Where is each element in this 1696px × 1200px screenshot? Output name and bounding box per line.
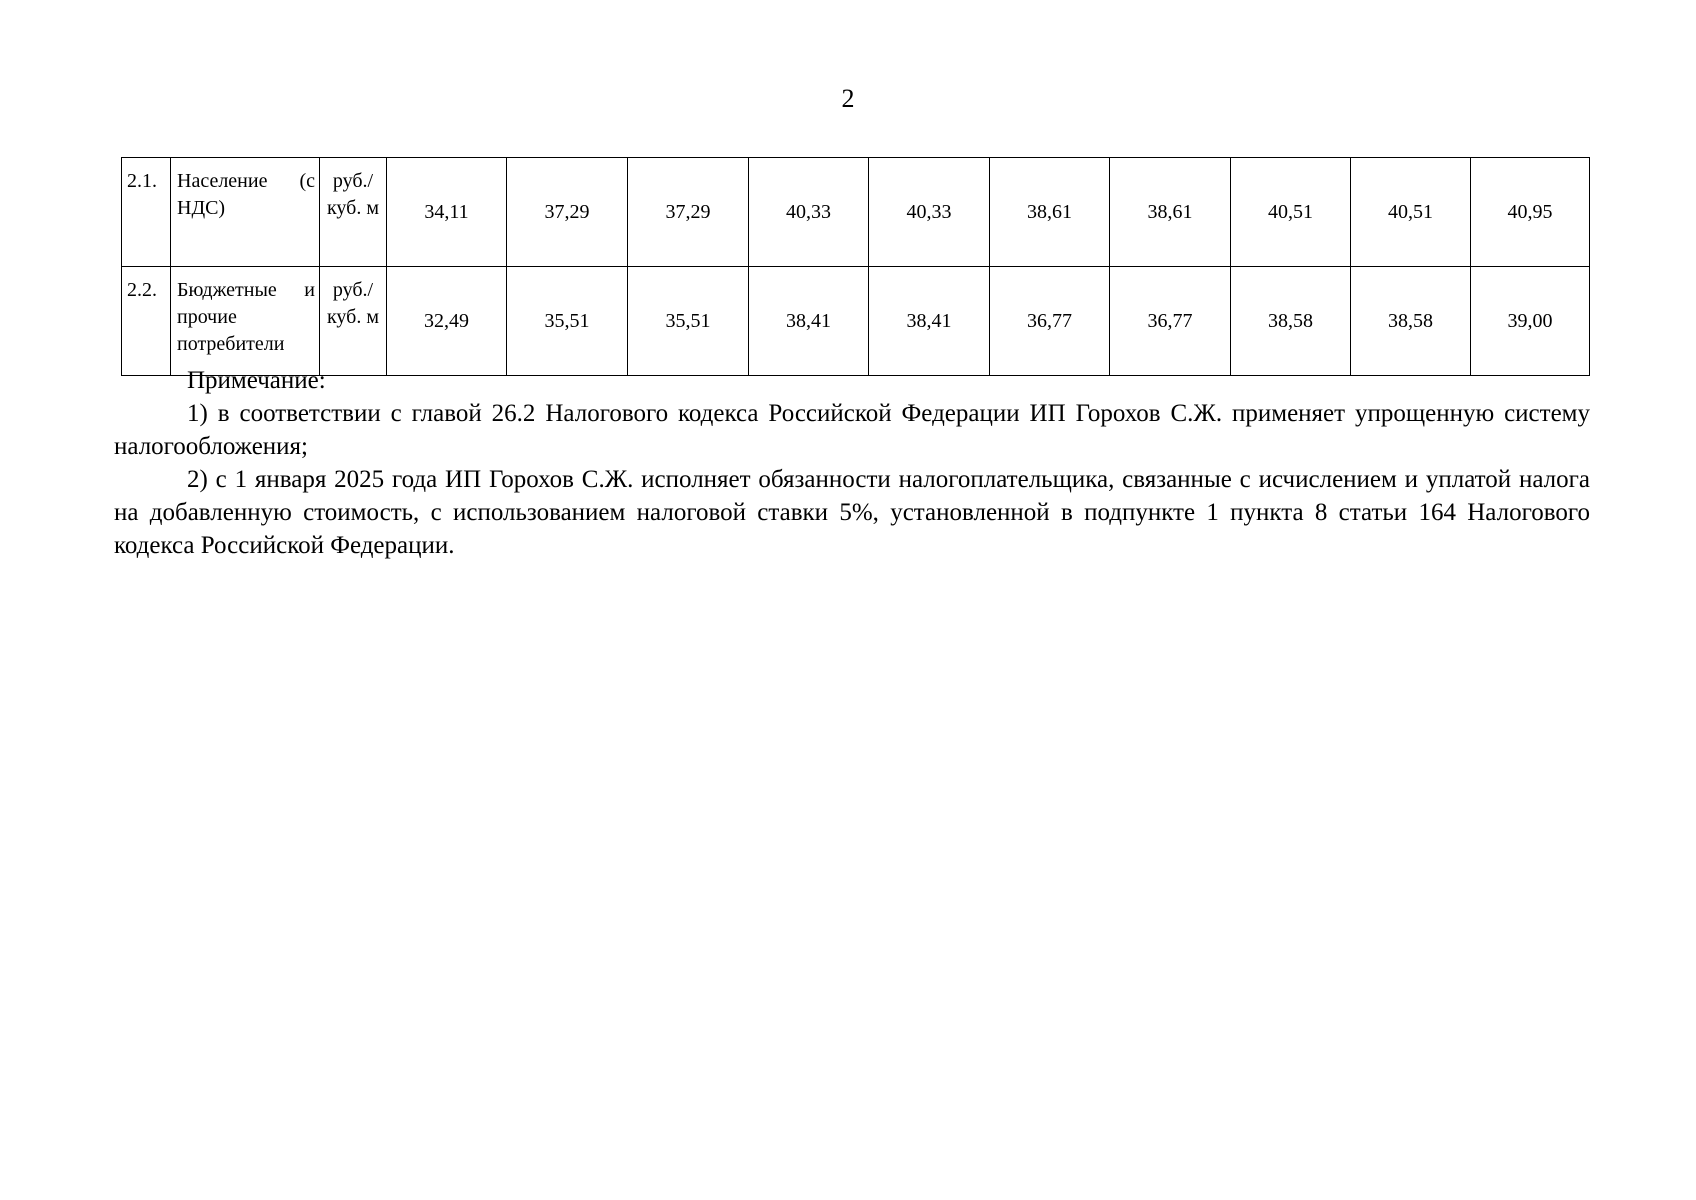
tariff-value: 39,00 (1471, 267, 1590, 376)
tariff-value: 38,58 (1351, 267, 1471, 376)
table-row (122, 158, 1590, 267)
page-number: 2 (841, 84, 855, 113)
tariff-table (121, 157, 1590, 376)
row-number: 2.1. (122, 158, 171, 267)
unit-cell: руб./ куб. м (320, 158, 387, 267)
consumer-category: Население (с НДС) (171, 158, 320, 267)
tariff-value: 34,11 (387, 158, 507, 267)
tariff-value: 38,61 (990, 158, 1110, 267)
unit-cell: руб./ куб. м (320, 267, 387, 376)
notes-title: Примечание: (187, 367, 326, 394)
tariff-value: 35,51 (628, 267, 749, 376)
tariff-value: 40,33 (869, 158, 990, 267)
row-number: 2.2. (122, 267, 171, 376)
note-item: 1) в соответствии с главой 26.2 Налогового кодекса Российской Федерации ИП Горохов С.Ж. применяет упрощенную систему налогообложения; (114, 400, 1590, 460)
tariff-value: 40,51 (1351, 158, 1471, 267)
consumer-category: Бюджетные и прочие потребители (171, 267, 320, 376)
note-item: 2) с 1 января 2025 года ИП Горохов С.Ж. исполняет обязанности налогоплательщика, связанные с исчислением и уплатой налога на добавленную стоимость, с использованием налоговой ставки 5%, установленной в подпункте 1 пункта 8 статьи 164 Налогового кодекса Российской Федерации. (114, 466, 1590, 559)
tariff-value: 40,51 (1231, 158, 1351, 267)
tariff-value: 37,29 (628, 158, 749, 267)
tariff-value: 35,51 (507, 267, 628, 376)
tariff-value: 32,49 (387, 267, 507, 376)
tariff-value: 36,77 (1110, 267, 1231, 376)
tariff-value: 38,41 (749, 267, 869, 376)
table-row (122, 267, 1590, 376)
tariff-value: 37,29 (507, 158, 628, 267)
tariff-value: 40,95 (1471, 158, 1590, 267)
tariff-value: 40,33 (749, 158, 869, 267)
tariff-value: 38,41 (869, 267, 990, 376)
tariff-value: 36,77 (990, 267, 1110, 376)
tariff-value: 38,58 (1231, 267, 1351, 376)
notes-section (114, 364, 1590, 562)
tariff-value: 38,61 (1110, 158, 1231, 267)
